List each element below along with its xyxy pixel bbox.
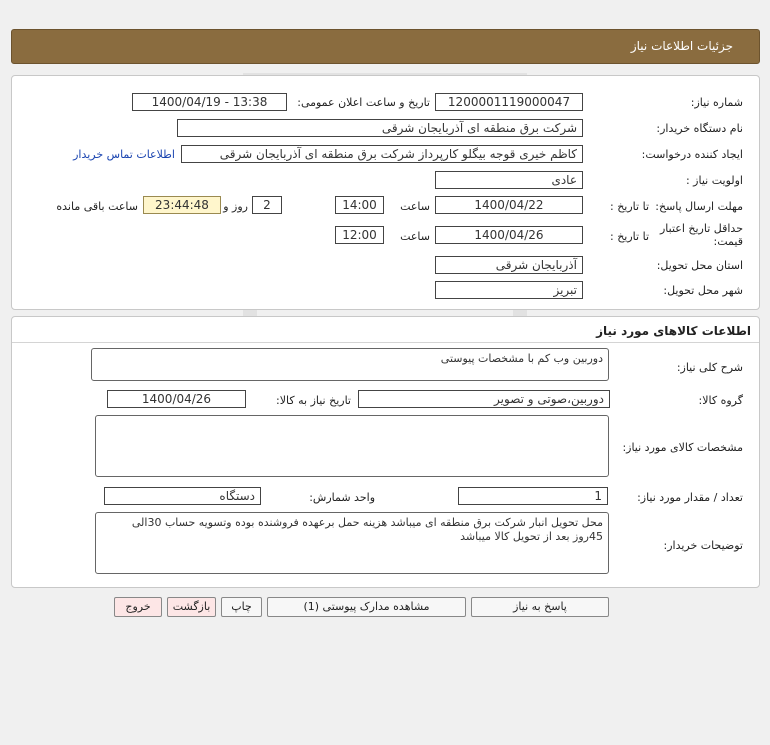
need-info-panel <box>11 75 760 310</box>
goods-section-title: اطلاعات کالاهای مورد نیاز <box>596 324 751 338</box>
page-title: جزئيات اطلاعات نياز <box>630 39 733 53</box>
goods-group-field: دوربین،صوتی و تصویر <box>358 390 610 408</box>
quantity-field: 1 <box>458 487 608 505</box>
validity-to-date-label: تا تاریخ : <box>610 230 649 243</box>
exit-button[interactable]: خروج <box>114 597 162 617</box>
days-label: روز و <box>223 200 248 213</box>
need-date-field: 1400/04/26 <box>107 390 246 408</box>
goods-group-label: گروه کالا: <box>698 394 743 407</box>
deadline-time-label: ساعت <box>400 200 430 213</box>
unit-label: واحد شمارش: <box>309 491 375 504</box>
section-divider <box>12 342 759 343</box>
validity-label-line2: قیمت: <box>713 235 743 248</box>
back-button[interactable]: بازگشت <box>167 597 216 617</box>
priority-field: عادی <box>435 171 583 189</box>
specs-field <box>95 415 609 477</box>
print-button[interactable]: چاپ <box>221 597 262 617</box>
province-label: استان محل تحویل: <box>656 259 743 272</box>
province-field: آذربایجان شرقی <box>435 256 583 274</box>
reply-button[interactable]: پاسخ به نیاز <box>471 597 609 617</box>
general-desc-label: شرح کلی نیاز: <box>676 361 743 374</box>
remaining-time-field: 23:44:48 <box>143 196 221 214</box>
deadline-date-field: 1400/04/22 <box>435 196 583 214</box>
requester-label: ایجاد کننده درخواست: <box>641 148 743 161</box>
buyer-notes-label: توضیحات خریدار: <box>663 539 743 552</box>
requester-field: کاظم خیری قوجه بیگلو کارپرداز شرکت برق منطقه ای آذربایجان شرقی <box>181 145 583 163</box>
deadline-label: مهلت ارسال پاسخ: <box>655 200 743 213</box>
deadline-time-field: 14:00 <box>335 196 384 214</box>
buyer-org-field: شرکت برق منطقه ای آذربایجان شرقی <box>177 119 583 137</box>
validity-time-field: 12:00 <box>335 226 384 244</box>
need-date-label: تاریخ نیاز به کالا: <box>276 394 351 407</box>
buyer-org-label: نام دستگاه خریدار: <box>656 122 743 135</box>
unit-field: دستگاه <box>104 487 261 505</box>
validity-label-line1: حداقل تاریخ اعتبار <box>659 222 743 235</box>
city-label: شهر محل تحویل: <box>663 284 743 297</box>
page-header <box>11 29 760 64</box>
priority-label: اولویت نیاز : <box>685 174 743 187</box>
validity-date-field: 1400/04/26 <box>435 226 583 244</box>
city-field: تبریز <box>435 281 583 299</box>
view-attachments-button[interactable]: مشاهده مدارک پیوستی (1) <box>267 597 466 617</box>
days-remaining-field: 2 <box>252 196 282 214</box>
contact-buyer-link[interactable]: اطلاعات تماس خریدار <box>73 148 175 161</box>
need-number-label: شماره نیاز: <box>690 96 743 109</box>
buyer-notes-field: محل تحویل انبار شرکت برق منطقه ای میباشد هزینه حمل برعهده فروشنده بوده وتسویه حساب 30الی 45روز بعد از تحویل کالا میباشد <box>95 512 609 574</box>
quantity-label: تعداد / مقدار مورد نیاز: <box>637 491 743 504</box>
goods-info-panel <box>11 316 760 588</box>
need-number-field: 1200001119000047 <box>435 93 583 111</box>
validity-time-label: ساعت <box>400 230 430 243</box>
general-desc-field: دوربین وب کم با مشخصات پیوستی <box>91 348 609 381</box>
remaining-label: ساعت باقی مانده <box>56 200 138 213</box>
announce-label: تاریخ و ساعت اعلان عمومی: <box>297 96 430 109</box>
deadline-to-date-label: تا تاریخ : <box>610 200 649 213</box>
announce-field: 1400/04/19 - 13:38 <box>132 93 287 111</box>
specs-label: مشخصات کالای مورد نیاز: <box>622 441 743 454</box>
